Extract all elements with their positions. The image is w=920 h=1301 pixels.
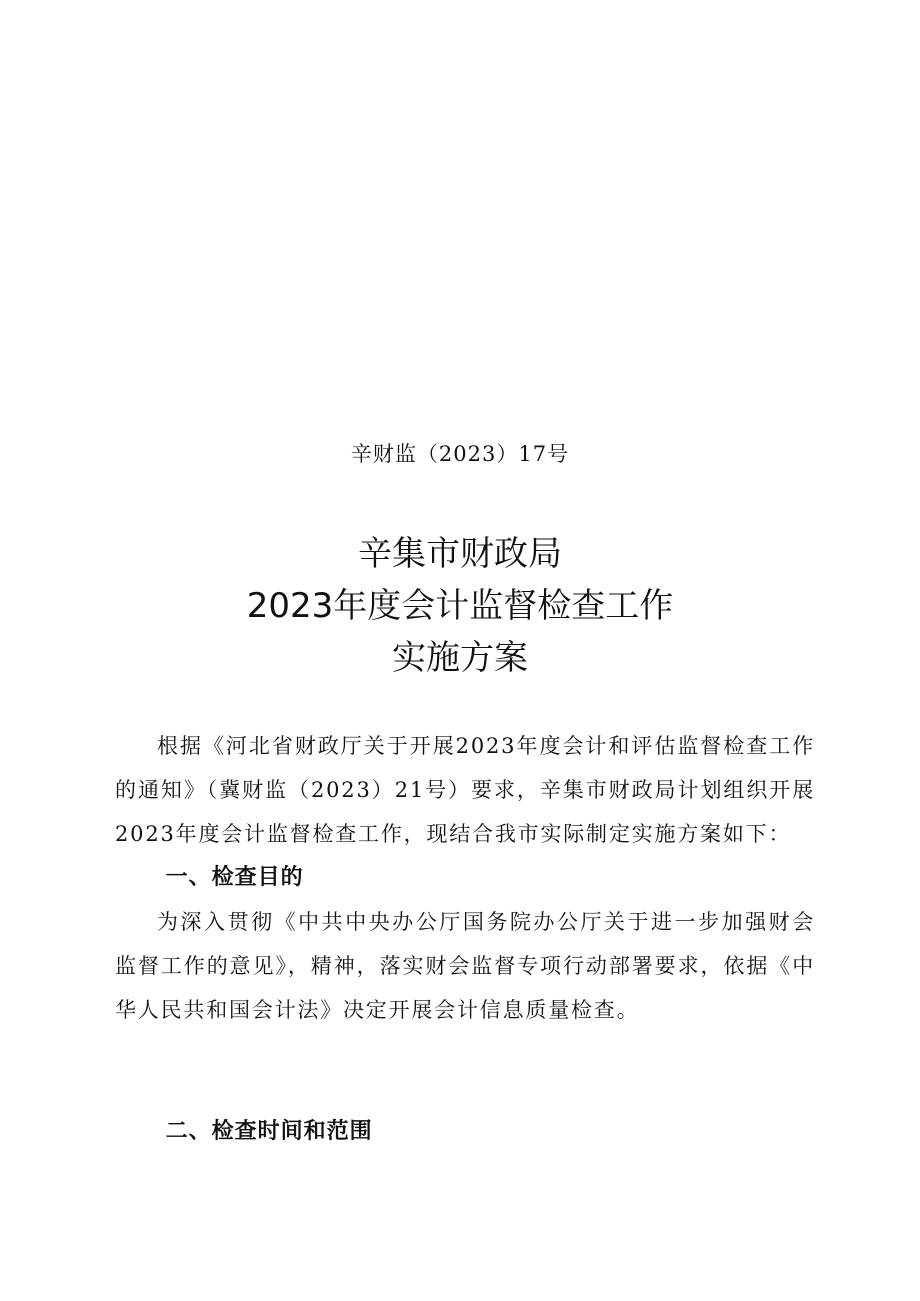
document-title xyxy=(0,528,920,684)
section-spacer xyxy=(115,1032,815,1110)
intro-paragraph: 根据《河北省财政厅关于开展2023年度会计和评估监督检查工作的通知》（冀财监（2023）21号）要求，辛集市财政局计划组织开展2023年度会计监督检查工作，现结合我市实际制定实施方案如下： xyxy=(115,734,815,846)
title-line-1: 辛集市财政局 xyxy=(358,534,562,574)
section-1-paragraph: 为深入贯彻《中共中央办公厅国务院办公厅关于进一步加强财会监督工作的意见》，精神，落实财会监督专项行动部署要求，依据《中华人民共和国会计法》决定开展会计信息质量检查。 xyxy=(115,910,815,1022)
title-line-2: 2023年度会计监督检查工作 xyxy=(246,586,674,626)
title-line-3: 实施方案 xyxy=(392,638,528,678)
section-2-heading: 二、检查时间和范围 xyxy=(165,1119,373,1144)
document-number: 辛财监（2023）17号 xyxy=(350,442,570,466)
document-body xyxy=(115,724,815,1154)
section-1-heading: 一、检查目的 xyxy=(165,865,304,890)
